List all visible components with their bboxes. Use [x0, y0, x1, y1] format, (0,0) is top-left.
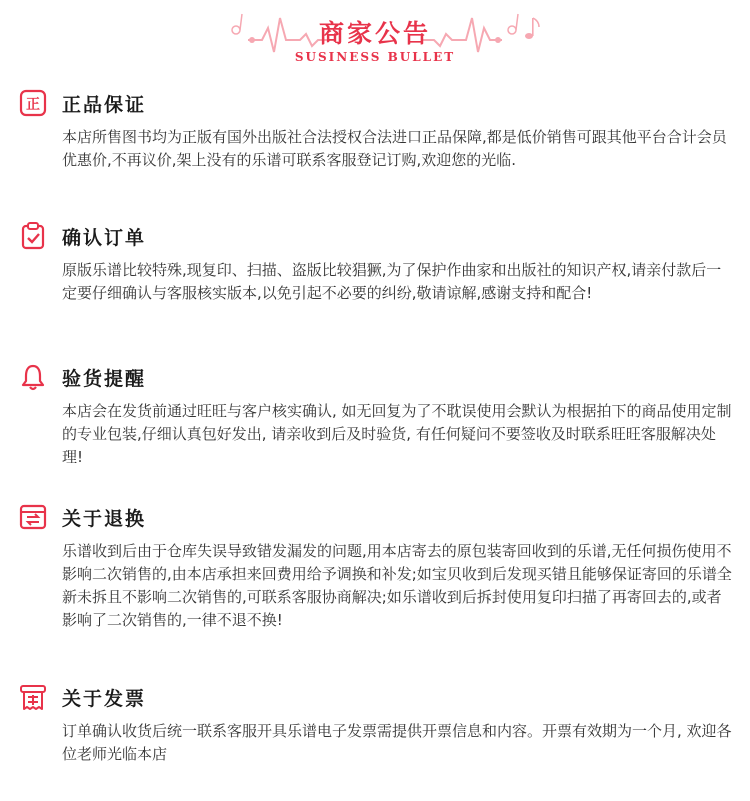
exchange-icon: [18, 502, 48, 532]
clipboard-check-icon: [18, 221, 48, 251]
svg-text:正: 正: [26, 97, 40, 113]
section-confirm-order: [18, 221, 734, 305]
genuine-badge-icon: [18, 88, 48, 118]
section-genuine-guarantee: [18, 88, 734, 172]
section-body: 本店会在发货前通过旺旺与客户核实确认, 如无回复为了不耽误使用会默认为根据拍下的商品使用定制的专业包装,仔细认真包好发出, 请亲收到后及时验货, 有任何疑问不要签收及时联系旺旺客服解决处理!: [62, 402, 732, 466]
section-title: 验货提醒: [62, 368, 147, 390]
section-inspection-reminder: [18, 362, 734, 469]
notice-banner: [0, 0, 750, 80]
section-returns: [18, 502, 734, 632]
section-body: 原版乐谱比较特殊,现复印、扫描、盗版比较猖獗,为了保护作曲家和出版社的知识产权,请亲付款后一定要仔细确认与客服核实版本,以免引起不必要的纠纷,敬请谅解,感谢支持和配合!: [62, 261, 722, 302]
bell-icon: [18, 362, 48, 392]
section-body: 订单确认收货后统一联系客服开具乐谱电子发票需提供开票信息和内容。开票有效期为一个月, 欢迎各位老师光临本店: [62, 722, 732, 763]
section-title: 确认订单: [62, 227, 147, 249]
invoice-icon: [18, 682, 48, 712]
banner-subtitle: SUSINESS BULLET: [294, 50, 456, 64]
section-title: 关于退换: [62, 508, 147, 530]
section-title: 正品保证: [62, 94, 147, 116]
section-body: 乐谱收到后由于仓库失误导致错发漏发的问题,用本店寄去的原包装寄回收到的乐谱,无任何损伤使用不影响二次销售的,由本店承担来回费用给予调换和补发;如宝贝收到后发现买错且能够保证寄回的乐谱全新未拆且不影响二次销售的,可联系客服协商解决;如乐谱收到后拆封使用复印扫描了再寄回去的,或者影响了二次销售的,一律不退不换!: [62, 542, 732, 629]
section-title: 关于发票: [62, 688, 147, 710]
section-invoice: [18, 682, 734, 766]
section-body: 本店所售图书均为正版有国外出版社合法授权合法进口正品保障,都是低价销售可跟其他平台合计会员优惠价,不再议价,架上没有的乐谱可联系客服登记订购,欢迎您的光临.: [62, 128, 727, 169]
banner-title: 商家公告: [318, 19, 431, 48]
